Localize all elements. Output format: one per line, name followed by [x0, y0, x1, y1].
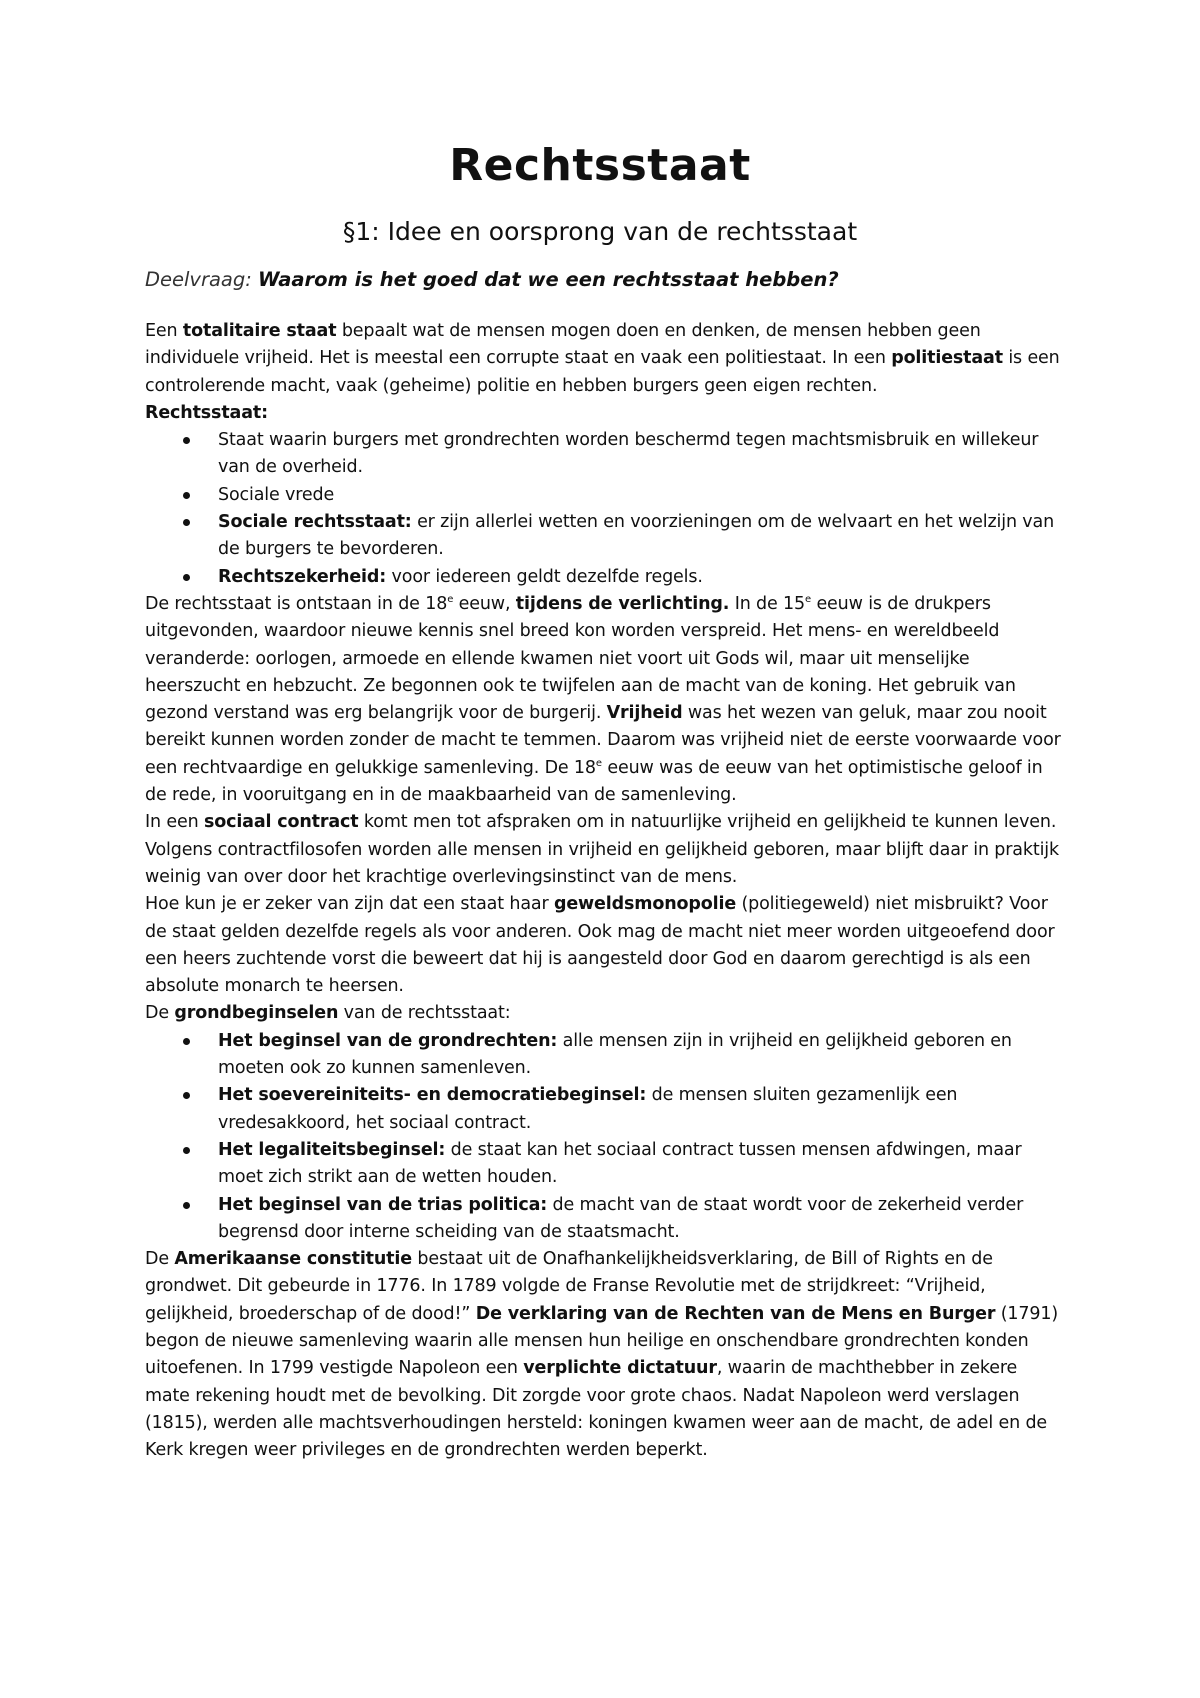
text: eeuw,: [453, 593, 516, 614]
sub-question-text: Waarom is het goed dat we een rechtsstaat hebben?: [258, 268, 839, 291]
list-item-text: er zijn allerlei wetten en voorzieningen om de welvaart en het welzijn van de burgers te bevorderen.: [218, 512, 1055, 560]
text: komt men tot afspraken om in natuurlijke vrijheid en gelijkheid te kunnen leven. Volgens contractfilosofen worden alle mensen in vrijheid en gelijkheid geboren, maar blijft daar in praktijk weinig van over door het krachtige overlevingsinstinct van de mens.: [145, 812, 1059, 887]
term-verplichte-dictatuur: verplichte dictatuur: [523, 1358, 717, 1379]
term-sociaal-contract: sociaal contract: [203, 812, 359, 833]
superscript: e: [447, 594, 454, 606]
text: eeuw was de eeuw van het optimistische geloof in de rede, in vooruitgang en in de maakbaarheid van de samenleving.: [145, 757, 1043, 806]
list-item-term: Het legaliteitsbeginsel:: [218, 1139, 446, 1160]
paragraph-verlichting: [145, 591, 1065, 809]
text: In een: [145, 812, 204, 833]
list-item-term: Het soevereiniteits- en democratiebeginsel:: [218, 1085, 647, 1106]
paragraph-totalitaire-staat: [145, 318, 1065, 400]
list-item: [218, 1137, 1065, 1192]
list-item: [218, 1028, 1065, 1083]
text: (1791) begon de nieuwe samenleving waarin alle mensen hun heilige en onschendbare grondrechten konden uitoefenen. In 1799 vestigde Napoleon een: [145, 1303, 1059, 1379]
grondbeginselen-heading: [145, 1000, 1065, 1027]
paragraph-amerikaanse-constitutie: [145, 1246, 1065, 1464]
paragraph-sociaal-contract: [145, 809, 1065, 891]
term-vrijheid: Vrijheid: [606, 703, 683, 724]
text: Hoe kun je er zeker van zijn dat een staat haar: [145, 894, 554, 915]
term-amerikaanse-constitutie: Amerikaanse constitutie: [174, 1249, 412, 1270]
term-totalitaire-staat: totalitaire staat: [182, 321, 337, 341]
text: (politiegeweld) niet misbruikt? Voor de staat gelden dezelfde regels als voor anderen. Ook mag de macht niet meer worden uitgeoefend door een heers zuchtende vorst die beweert dat hij is aangesteld door God en daarom gerechtigd is als een absolute monarch te heersen.: [145, 894, 1055, 997]
term-grondbeginselen: grondbeginselen: [174, 1003, 339, 1024]
list-item-text: Staat waarin burgers met grondrechten worden beschermd tegen machtsmisbruik en willekeur van de overheid.: [218, 430, 1039, 478]
rechtsstaat-heading: [145, 400, 1065, 427]
text: is een controlerende macht, vaak (geheime) politie en hebben burgers geen eigen rechten.: [145, 348, 1060, 396]
list-item: [218, 509, 1065, 564]
text: was het wezen van geluk, maar zou nooit bereikt kunnen worden zonder de macht te temmen. Daarom was vrijheid niet de eerste voorwaarde voor een rechtvaardige en gelukkige samenleving. De 18: [145, 703, 1061, 778]
text: De: [145, 1003, 175, 1024]
list-item-term: Het beginsel van de grondrechten:: [218, 1030, 558, 1051]
text: bestaat uit de Onafhankelijkheidsverklaring, de Bill of Rights en de grondwet. Dit gebeurde in 1776. In 1789 volgde de Franse Revolutie met de strijdkreet: “Vrijheid, gelijkheid, broederschap of de dood!”: [145, 1249, 993, 1324]
text: bepaalt wat de mensen mogen doen en denken, de mensen hebben geen individuele vrijheid. Het is meestal een corrupte staat en vaak een politiestaat. In een: [145, 321, 981, 369]
rechtsstaat-heading-text: Rechtsstaat:: [145, 402, 268, 423]
list-item-text: de staat kan het sociaal contract tussen mensen afdwingen, maar moet zich strikt aan de wetten houden.: [218, 1139, 1022, 1188]
list-item: [218, 1192, 1065, 1247]
text: Een: [145, 321, 183, 341]
text: De: [145, 1249, 175, 1270]
text: , waarin de machthebber in zekere mate rekening houdt met de bevolking. Dit zorgde voor grote chaos. Nadat Napoleon werd verslagen (1815), werden alle machtsverhoudingen hersteld: koningen kwamen weer aan de macht, de adel en de Kerk kregen weer privileges en de grondrechten werden beperkt.: [145, 1358, 1048, 1461]
superscript: e: [595, 757, 602, 769]
section-heading: §1: Idee en oorsprong van de rechtsstaat: [342, 217, 858, 246]
list-item-text: alle mensen zijn in vrijheid en gelijkheid geboren en moeten ook zo kunnen samenleven.: [218, 1030, 1012, 1079]
list-item-term: Het beginsel van de trias politica:: [218, 1194, 548, 1215]
term-politiestaat: politiestaat: [891, 348, 1003, 369]
rechtsstaat-list: [145, 427, 1065, 591]
superscript: e: [805, 594, 812, 606]
sub-question-label: Deelvraag:: [145, 268, 259, 291]
list-item: [218, 1082, 1065, 1137]
grondbeginselen-list: [145, 1028, 1065, 1246]
term-geweldsmonopolie: geweldsmonopolie: [553, 894, 737, 915]
sub-question: [145, 268, 1095, 291]
text: van de rechtsstaat:: [338, 1003, 511, 1024]
text: De rechtsstaat is ontstaan in de 18: [145, 593, 448, 614]
text: eeuw is de drukpers uitgevonden, waardoor nieuwe kennis snel breed kon worden verspreid. Het mens- en wereldbeeld veranderde: oorlogen, armoede en ellende kwamen niet voort uit Gods wil, maar uit menselijke heerszucht en hebzucht. Ze begonnen ook te twijfelen aan de macht van de koning. Het gebruik van gezond verstand was erg belangrijk voor de burgerij.: [145, 593, 1016, 724]
list-item-text: de macht van de staat wordt voor de zekerheid verder begrensd door interne scheiding van de staatsmacht.: [218, 1194, 1024, 1242]
term-verklaring-rechten-mens: De verklaring van de Rechten van de Mens en Burger: [475, 1303, 996, 1324]
term-verlichting: tijdens de verlichting.: [515, 593, 730, 614]
list-item-term: Sociale rechtsstaat:: [218, 512, 412, 533]
list-item-text: Sociale vrede: [218, 484, 335, 505]
list-item-term: Rechtszekerheid:: [218, 566, 387, 587]
document-body: [145, 318, 1065, 1464]
document-title: Rechtsstaat: [449, 140, 751, 191]
list-item-text: voor iedereen geldt dezelfde regels.: [386, 566, 703, 587]
paragraph-geweldsmonopolie: [145, 891, 1065, 1000]
text: In de 15: [729, 593, 806, 614]
list-item-text: de mensen sluiten gezamenlijk een vredesakkoord, het sociaal contract.: [218, 1085, 958, 1133]
list-item: [218, 427, 1065, 482]
list-item: [218, 482, 1065, 509]
list-item: [218, 564, 1065, 591]
